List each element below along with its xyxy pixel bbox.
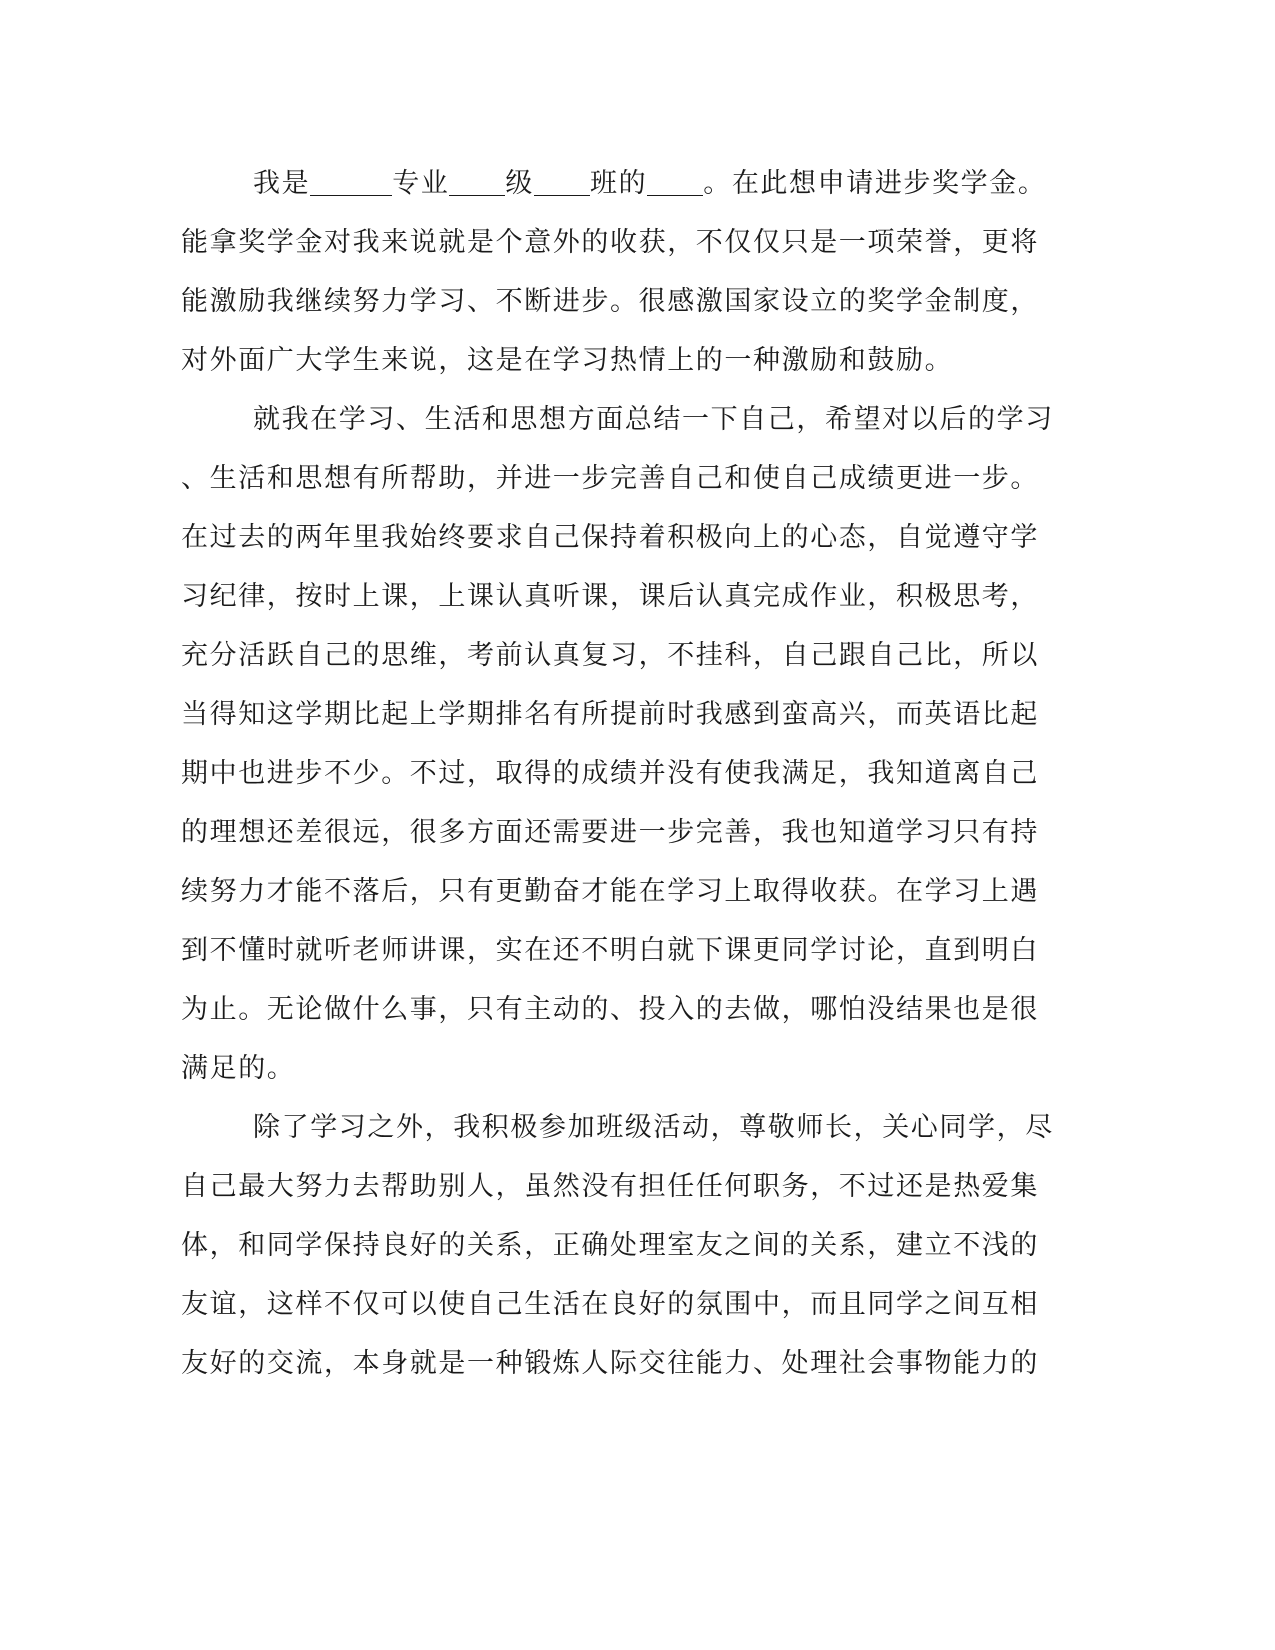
- text-segment: 。在此想申请进步奖学金。: [703, 168, 1047, 199]
- paragraph-1-line-1: [253, 155, 1046, 213]
- paragraph-1-line-4: 对外面广大学生来说，这是在学习热情上的一种激励和鼓励。: [181, 345, 954, 376]
- paragraph-2-line-10: 到不懂时就听老师讲课，实在还不明白就下课更同学讨论，直到明白: [181, 935, 1039, 966]
- paragraph-2-line-6: 当得知这学期比起上学期排名有所提前时我感到蛮高兴，而英语比起: [181, 699, 1039, 730]
- blank-major[interactable]: [310, 165, 392, 196]
- paragraph-1-line-3: 能激励我继续努力学习、不断进步。很感激国家设立的奖学金制度，: [181, 286, 1039, 317]
- paragraph-3-line-5: 友好的交流，本身就是一种锻炼人际交往能力、处理社会事物能力的: [181, 1348, 1039, 1379]
- paragraph-2-line-4: 习纪律，按时上课，上课认真听课，课后认真完成作业，积极思考，: [181, 581, 1039, 612]
- paragraph-1-line-2: 能拿奖学金对我来说就是个意外的收获，不仅仅只是一项荣誉，更将: [181, 227, 1039, 258]
- paragraph-2-line-3: 在过去的两年里我始终要求自己保持着积极向上的心态，自觉遵守学: [181, 522, 1039, 553]
- paragraph-2-line-5: 充分活跃自己的思维，考前认真复习，不挂科，自己跟自己比，所以: [181, 640, 1039, 671]
- paragraph-2-line-9: 续努力才能不落后，只有更勤奋才能在学习上取得收获。在学习上遇: [181, 876, 1039, 907]
- paragraph-3-line-3: 体，和同学保持良好的关系，正确处理室友之间的关系，建立不浅的: [181, 1230, 1039, 1261]
- blank-class[interactable]: [534, 165, 590, 196]
- paragraph-3-line-2: 自己最大努力去帮助别人，虽然没有担任任何职务，不过还是热爱集: [181, 1171, 1039, 1202]
- text-segment: 我是: [253, 168, 311, 199]
- paragraph-2-line-11: 为止。无论做什么事，只有主动的、投入的去做，哪怕没结果也是很: [181, 994, 1039, 1025]
- paragraph-2-line-8: 的理想还差很远，很多方面还需要进一步完善，我也知道学习只有持: [181, 817, 1039, 848]
- text-segment: 级: [505, 168, 535, 199]
- paragraph-2-line-12: 满足的。: [181, 1053, 296, 1084]
- paragraph-2-line-2: 、生活和思想有所帮助，并进一步完善自己和使自己成绩更进一步。: [181, 463, 1039, 494]
- paragraph-3-line-4: 友谊，这样不仅可以使自己生活在良好的氛围中，而且同学之间互相: [181, 1289, 1039, 1320]
- paragraph-2-line-1: 就我在学习、生活和思想方面总结一下自己，希望对以后的学习: [253, 404, 1054, 435]
- blank-name[interactable]: [647, 165, 703, 196]
- blank-grade[interactable]: [449, 165, 505, 196]
- text-segment: 专业: [392, 168, 450, 199]
- paragraph-2-line-7: 期中也进步不少。不过，取得的成绩并没有使我满足，我知道离自己: [181, 758, 1039, 789]
- text-segment: 班的: [590, 168, 648, 199]
- paragraph-3-line-1: 除了学习之外，我积极参加班级活动，尊敬师长，关心同学，尽: [253, 1112, 1054, 1143]
